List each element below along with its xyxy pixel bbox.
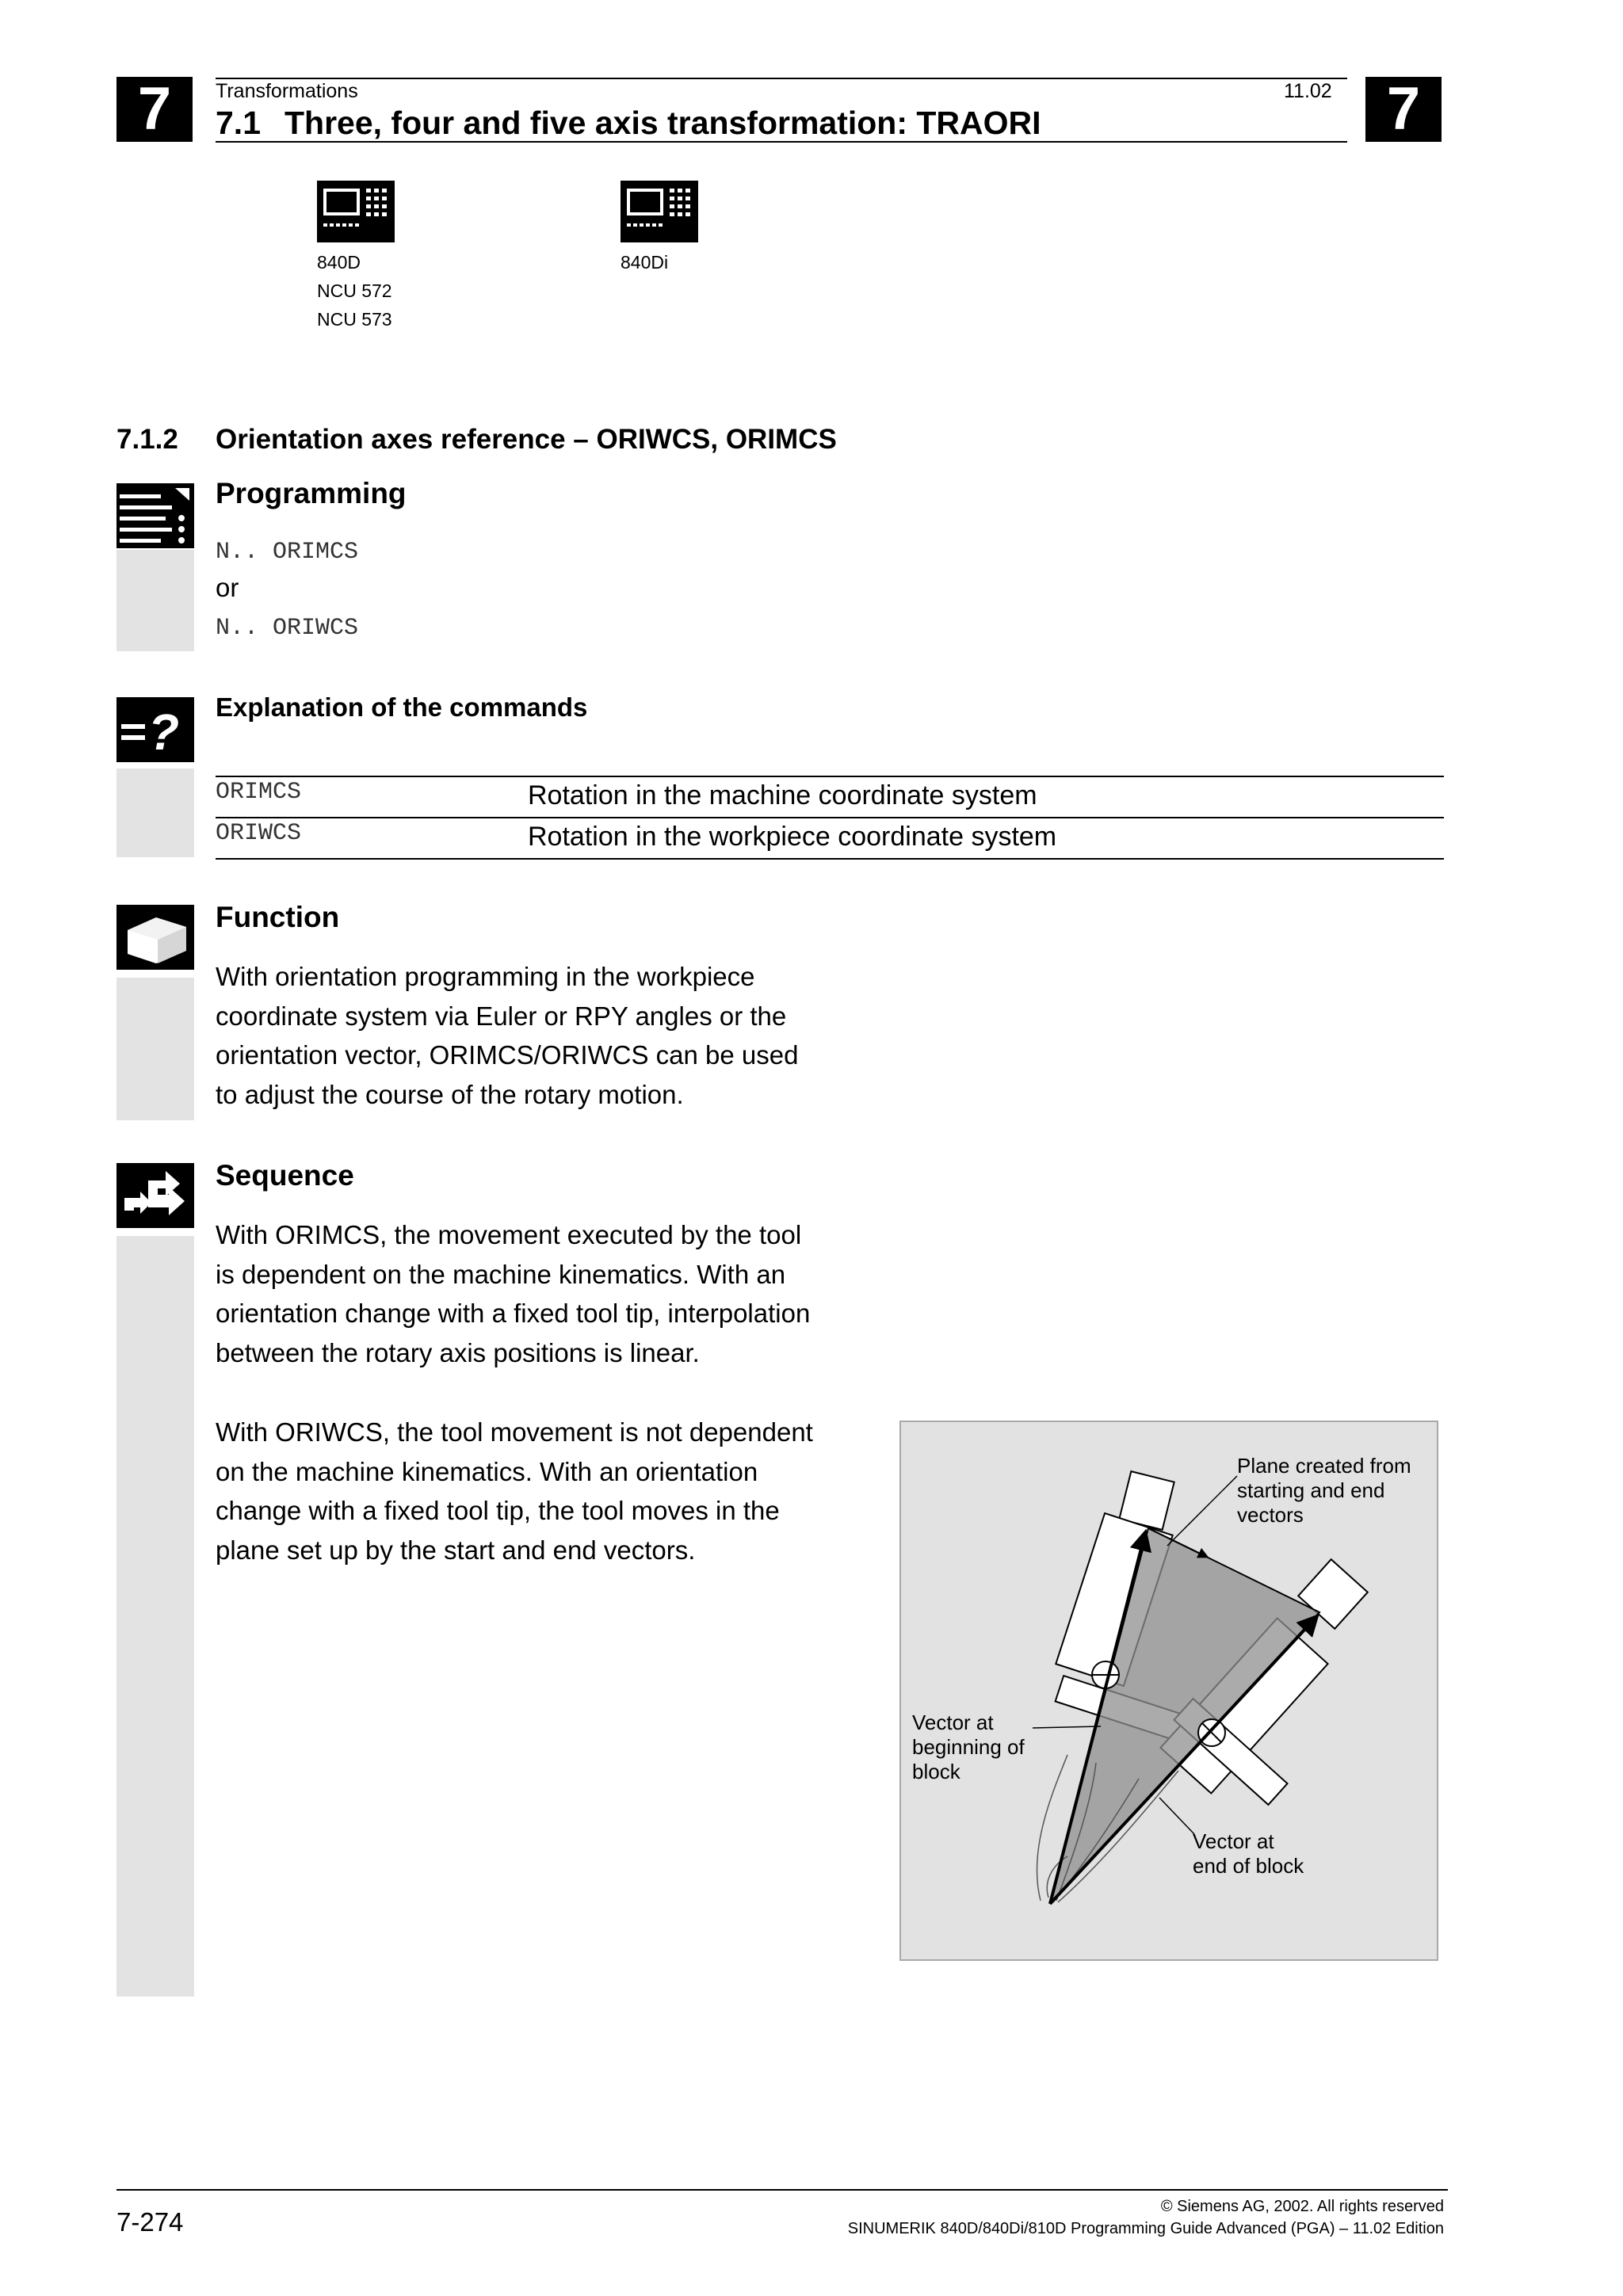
programming-line: N.. ORIWCS <box>216 615 359 642</box>
margin-bar <box>116 1236 194 1997</box>
table-rule <box>216 858 1444 860</box>
text-line: plane set up by the start and end vectors. <box>216 1535 696 1565</box>
text-line: With ORIMCS, the movement executed by the tool <box>216 1220 802 1249</box>
control-caption-line: NCU 573 <box>317 309 392 330</box>
header-top-rule <box>216 78 1347 79</box>
table-row <box>216 779 1444 817</box>
header-section-name: Transformations <box>216 80 358 102</box>
control-caption-line: 840D <box>317 252 361 273</box>
programming-icon <box>116 483 194 548</box>
page-title <box>216 105 1041 142</box>
programming-heading: Programming <box>216 477 407 509</box>
chapter-tab-right: 7 <box>1365 77 1442 142</box>
label-plane <box>1237 1454 1411 1527</box>
sequence-paragraph-1 <box>216 1215 810 1372</box>
caption-line: vectors <box>1237 1503 1304 1527</box>
control-caption-line: NCU 572 <box>317 280 392 301</box>
text-line: With orientation programming in the workpiece <box>216 962 755 991</box>
text-line: With ORIWCS, the tool movement is not dependent <box>216 1417 813 1447</box>
text-line: coordinate system via Euler or RPY angles or the <box>216 1001 787 1031</box>
header-bottom-rule <box>216 141 1347 143</box>
text-line: on the machine kinematics. With an orientation <box>216 1456 758 1486</box>
label-start-vector <box>912 1711 1025 1784</box>
text-line: change with a fixed tool tip, the tool moves in the <box>216 1496 780 1525</box>
caption-line: beginning of <box>912 1735 1025 1759</box>
function-text <box>216 957 798 1114</box>
control-840di <box>621 181 698 277</box>
text-line: between the rotary axis positions is linear. <box>216 1337 700 1367</box>
table-row <box>216 820 1444 858</box>
section-title: Orientation axes reference – ORIWCS, ORIMCS <box>216 424 837 455</box>
control-panel-icon <box>621 181 698 242</box>
description-cell: Rotation in the workpiece coordinate system <box>528 822 1057 852</box>
page-title-number: 7.1 <box>216 105 261 141</box>
caption-line: block <box>912 1760 960 1783</box>
command-cell: ORIMCS <box>216 779 302 806</box>
explanation-icon <box>116 697 194 762</box>
description-cell: Rotation in the machine coordinate system <box>528 780 1037 810</box>
explanation-heading: Explanation of the commands <box>216 692 588 722</box>
text-line: orientation vector, ORIMCS/ORIWCS can be used <box>216 1040 799 1070</box>
caption-line: end of block <box>1193 1854 1304 1878</box>
function-icon <box>116 905 194 970</box>
sequence-icon <box>116 1163 194 1228</box>
function-heading: Function <box>216 901 340 933</box>
page-title-text: Three, four and five axis transformation: TRAORI <box>285 105 1041 141</box>
caption-line: starting and end <box>1237 1478 1385 1502</box>
text-line: is dependent on the machine kinematics. With an <box>216 1259 786 1289</box>
footer-rule <box>116 2189 1448 2191</box>
label-end-vector <box>1193 1829 1304 1878</box>
control-panel-icon <box>317 181 395 242</box>
caption-line: Vector at <box>912 1711 994 1734</box>
caption-line: Plane created from <box>1237 1454 1411 1478</box>
footer-document: SINUMERIK 840D/840Di/810D Programming Guide Advanced (PGA) – 11.02 Edition <box>847 2220 1444 2237</box>
header-edition: 11.02 <box>1284 80 1332 102</box>
margin-bar <box>116 550 194 651</box>
svg-text:?: ? <box>148 704 180 761</box>
page-number: 7-274 <box>116 2207 184 2237</box>
chapter-tab-left: 7 <box>116 77 193 142</box>
programming-or: or <box>216 573 239 602</box>
section-number: 7.1.2 <box>116 424 178 455</box>
command-cell: ORIWCS <box>216 820 302 847</box>
margin-bar <box>116 978 194 1120</box>
sequence-paragraph-2 <box>216 1413 813 1569</box>
orientation-figure <box>899 1421 1438 1961</box>
caption-line: Vector at <box>1193 1829 1274 1853</box>
text-line: orientation change with a fixed tool tip, interpolation <box>216 1299 811 1328</box>
programming-line: N.. ORIMCS <box>216 539 359 566</box>
sequence-heading: Sequence <box>216 1159 354 1192</box>
footer-copyright: © Siemens AG, 2002. All rights reserved <box>1160 2198 1444 2215</box>
text-line: to adjust the course of the rotary motion. <box>216 1079 684 1109</box>
margin-bar <box>116 769 194 857</box>
control-caption-line: 840Di <box>621 252 669 273</box>
control-840d <box>317 181 395 334</box>
